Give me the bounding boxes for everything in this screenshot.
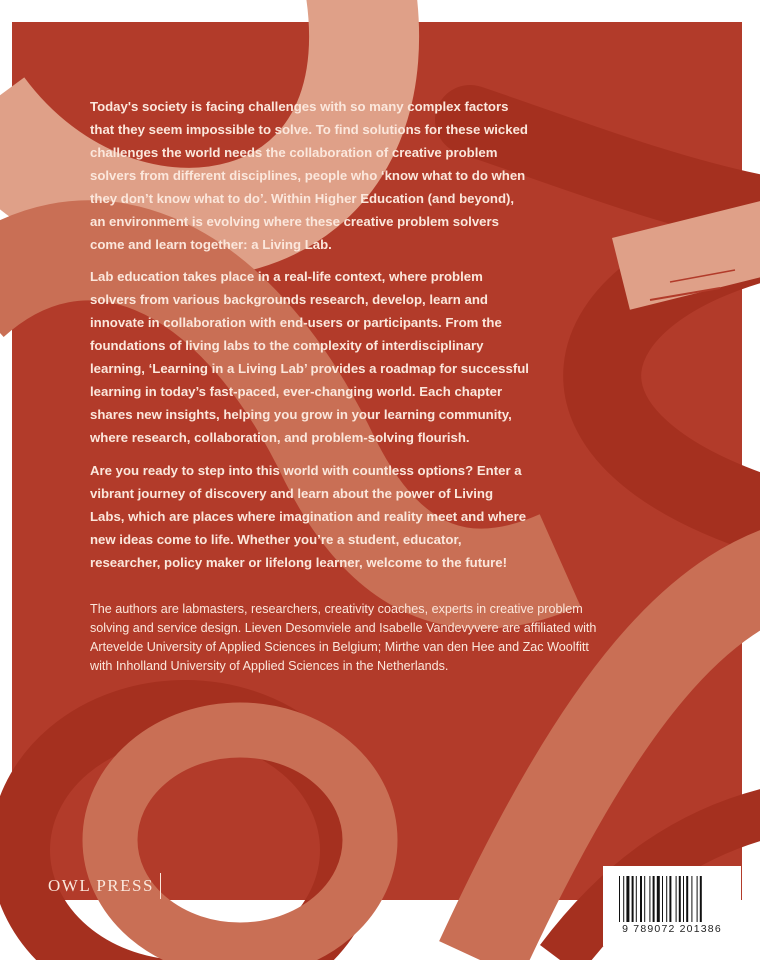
barcode-bar (644, 876, 645, 922)
barcode (603, 866, 741, 946)
barcode-bar (636, 876, 637, 922)
publisher-name: OWL PRESS (48, 876, 154, 895)
barcode-bar (676, 876, 677, 922)
barcode-bar (666, 876, 667, 922)
barcode-bar (662, 876, 663, 922)
blurb-paragraph-2: Lab education takes place in a real-life context, where problem solvers from various backgrounds research, develop, learn and innovate in collaboration with end-users or participants. From the foundations of living labs to the complexity of interdisciplinary learning, ‘Learning in a Living Lab’ provides a roadmap for successful learning in today’s fast-paced, ever-changing world. Each chapter shares new insights, helping you grow in your learning community, where research, collaboration, and problem-solving flourish. (90, 269, 529, 445)
publisher-logo (48, 872, 161, 900)
barcode-bar (623, 876, 624, 922)
barcode-bar (653, 876, 655, 922)
barcode-bar (686, 876, 688, 922)
barcode-bar (657, 876, 660, 922)
barcode-bar (619, 876, 620, 922)
barcode-bar (669, 876, 671, 922)
barcode-bar (649, 876, 650, 922)
blurb-paragraph-3: Are you ready to step into this world with countless options? Enter a vibrant journey of discovery and learn about the power of Living Labs, which are places where imagination and reality meet and where new ideas come to life. Whether you’re a student, educator, researcher, policy maker or lifelong learner, welcome to the future! (90, 463, 527, 570)
barcode-bar (632, 876, 634, 922)
barcode-bars (619, 876, 725, 922)
barcode-bar (700, 876, 702, 922)
barcode-bar (679, 876, 681, 922)
blurb-paragraph-1: Today's society is facing challenges with so many complex factors that they seem impossible to solve. To find solutions for these wicked challenges the world needs the collaboration of creative problem solvers from different disciplines, people who ‘know what to do when they don’t know what to do’. Within Higher Education (and beyond), an environment is evolving where these creative problem solvers come and learn together: a Living Lab. (90, 99, 528, 252)
barcode-bar (683, 876, 684, 922)
barcode-bar (691, 876, 692, 922)
isbn-number: 9 789072 201386 (622, 923, 722, 935)
authors-bio: The authors are labmasters, researchers, creativity coaches, experts in creative problem solving and service design. Lieven Desomviele and Isabelle Vandevyvere are affiliated with Artevelde University of Applied Sciences in Belgium; Mirthe van den Hee and Zac Woolfitt with Inholland University of Applied Sciences in the Netherlands. (90, 602, 597, 673)
barcode-bar (697, 876, 698, 922)
barcode-bar (626, 876, 629, 922)
barcode-bar (640, 876, 642, 922)
publisher-divider (160, 873, 161, 899)
